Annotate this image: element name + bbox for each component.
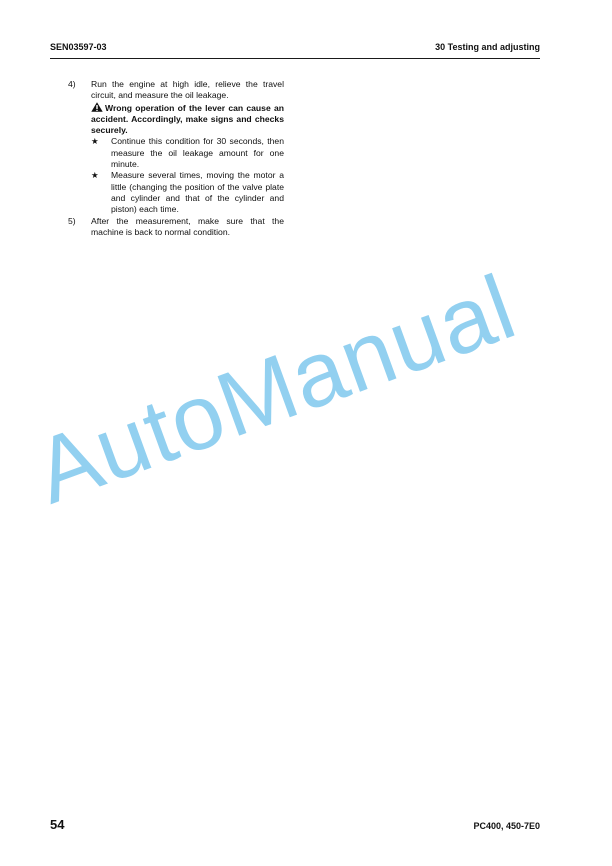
note-text: Measure several times, moving the motor a little (changing the position of the valve plate and cylinder and that of the cylinder and piston) each time. [111, 170, 284, 215]
page-header [50, 40, 540, 59]
step-number: 4) [68, 79, 76, 89]
document-id: SEN03597-03 [50, 42, 107, 52]
procedure-content [68, 79, 284, 238]
note-text: Continue this condition for 30 seconds, then measure the oil leakage amount for one minute. [111, 136, 284, 170]
note-group [68, 136, 284, 215]
star-icon: ★ [91, 136, 99, 147]
star-icon: ★ [91, 170, 99, 181]
warning-block [68, 102, 284, 137]
step-number: 5) [68, 215, 76, 226]
page-number: 54 [50, 817, 65, 832]
model-label: PC400, 450-7E0 [473, 821, 540, 831]
watermark: AutoManual [22, 255, 529, 524]
warning-text: Wrong operation of the lever can cause an accident. Accordingly, make signs and checks securely. [91, 102, 284, 136]
warning-triangle-icon [91, 102, 103, 112]
note-item [91, 170, 284, 215]
step-item [68, 79, 284, 102]
step-item [68, 216, 284, 239]
section-title: 30 Testing and adjusting [435, 42, 540, 52]
step-text: Run the engine at high idle, relieve the travel circuit, and measure the oil leakage. [91, 79, 284, 101]
step-text: After the measurement, make sure that the machine is back to normal condition. [91, 215, 284, 237]
note-item [91, 136, 284, 170]
